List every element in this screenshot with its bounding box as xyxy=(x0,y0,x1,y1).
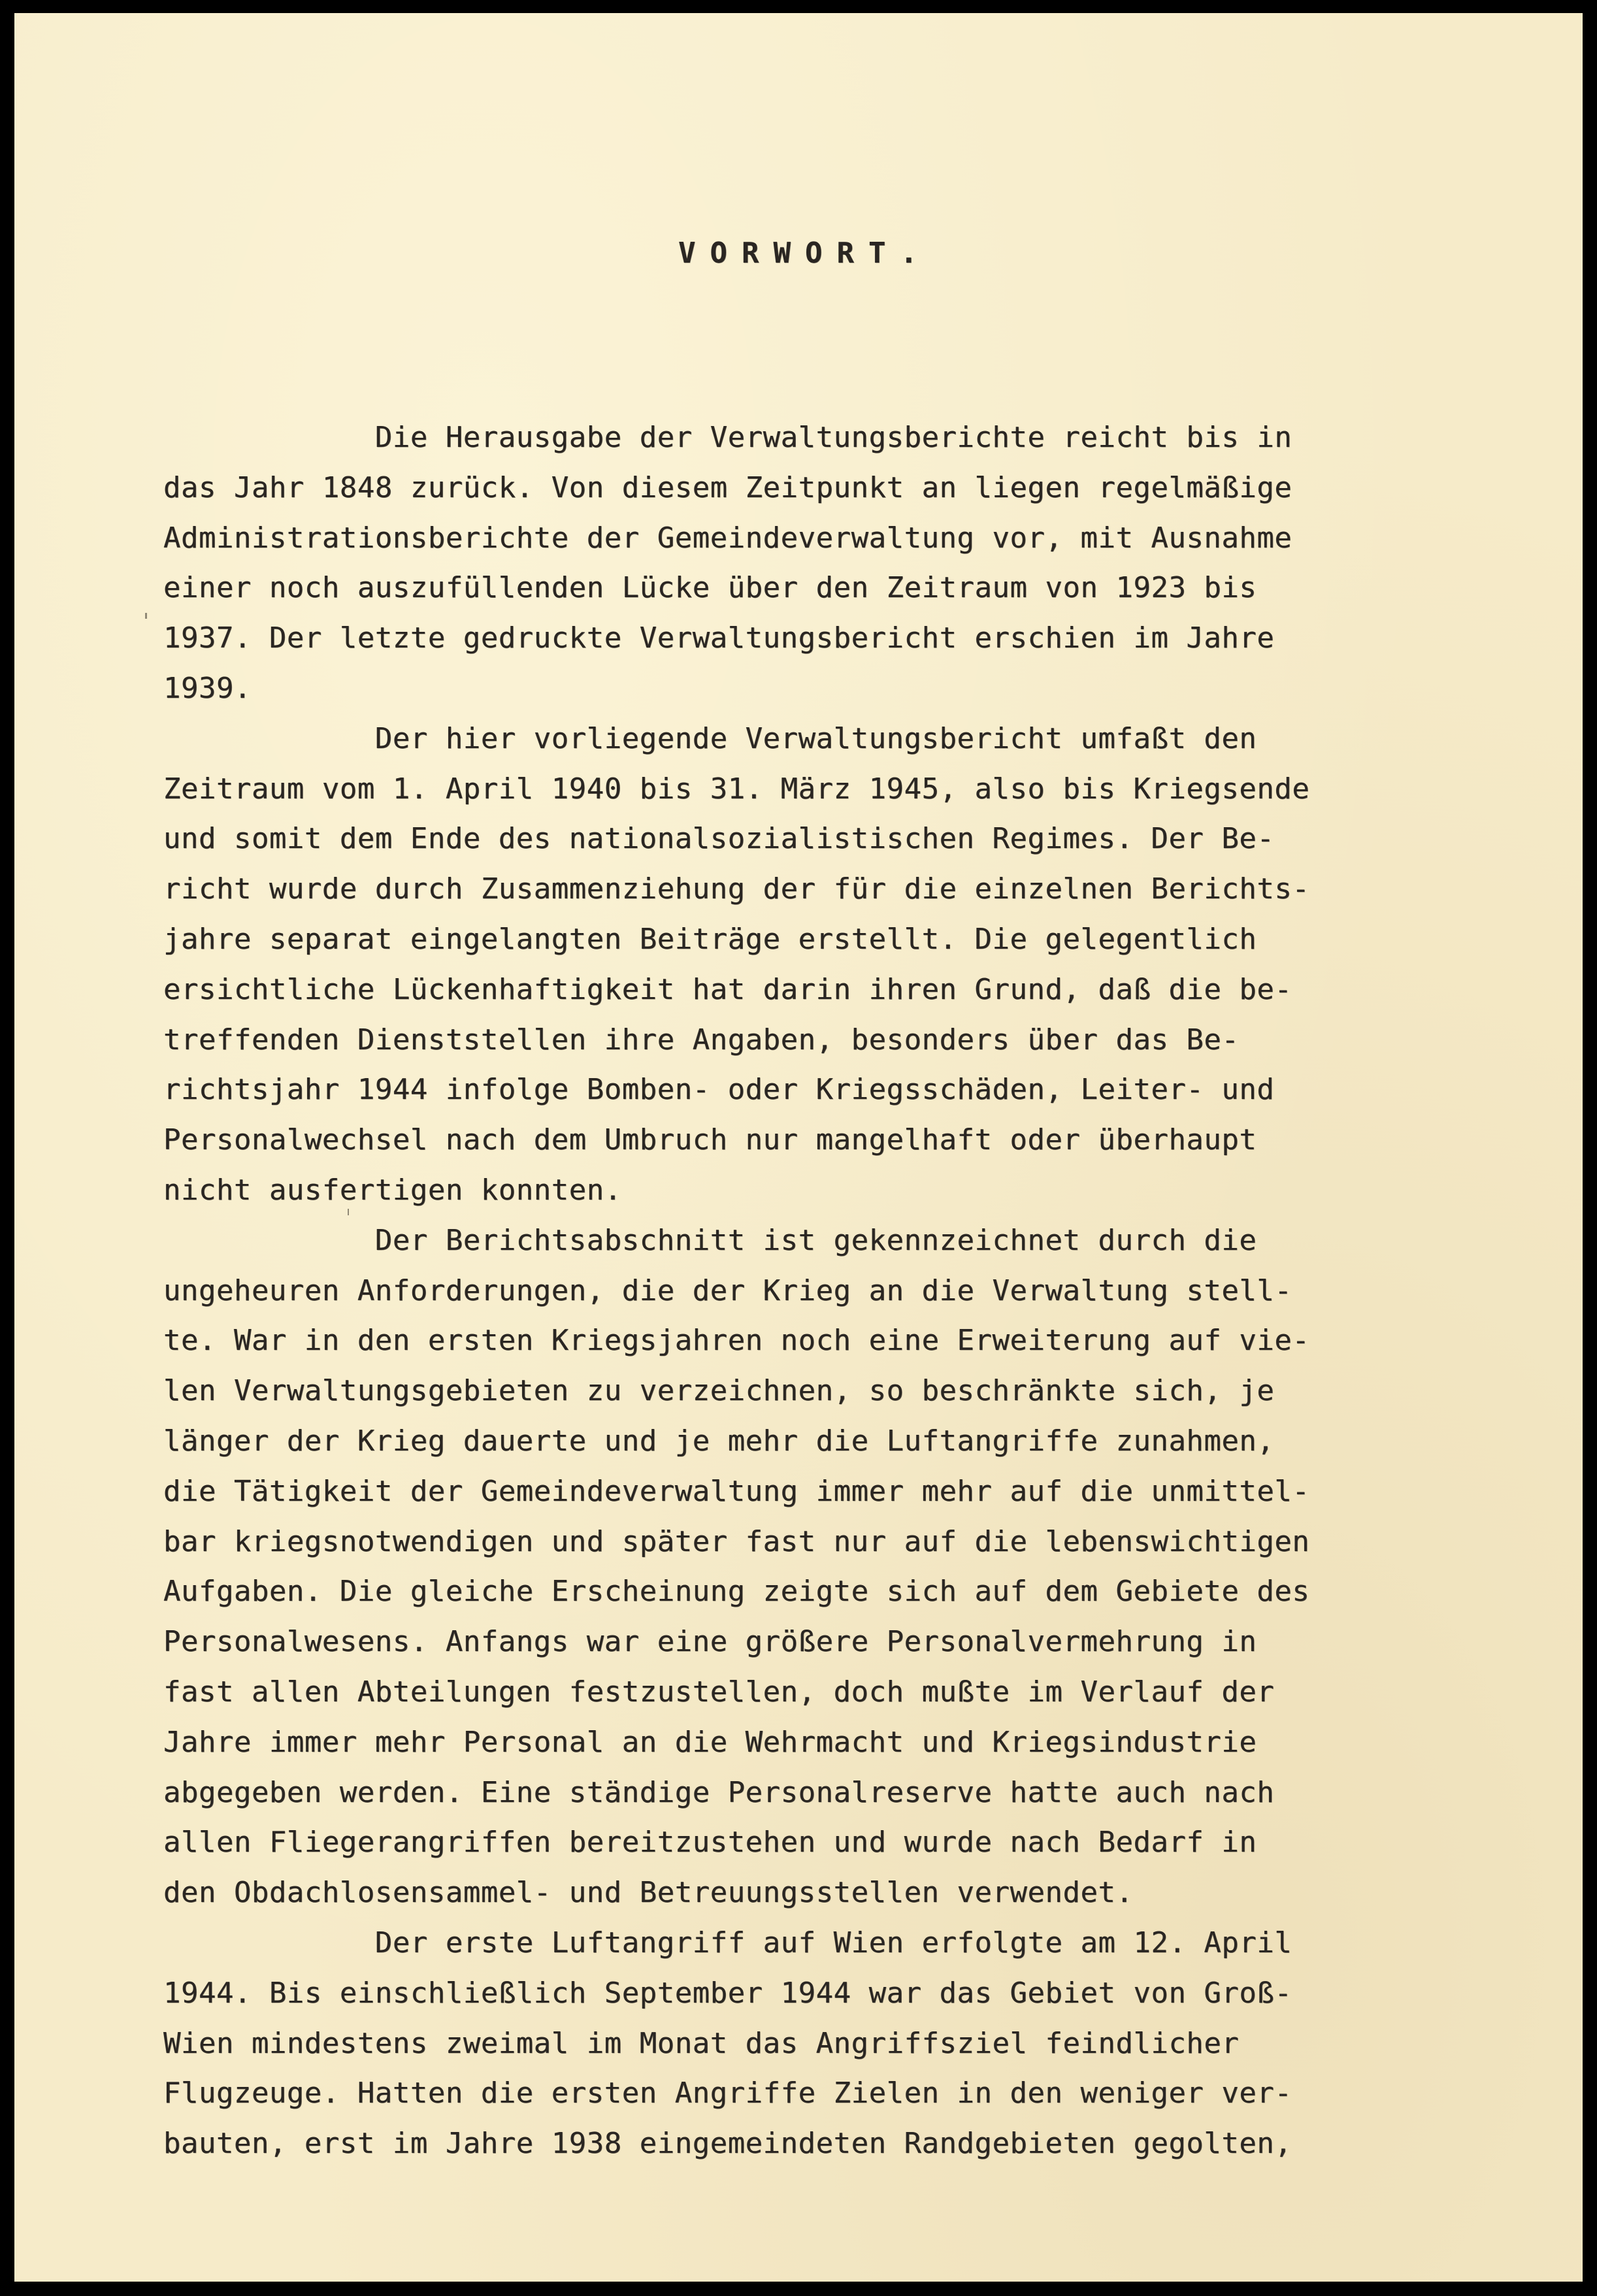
text-line: Flugzeuge. Hatten die ersten Angriffe Zielen in den weniger ver- xyxy=(163,2076,1292,2110)
paragraph-4 xyxy=(163,1918,1509,2169)
text-line: treffenden Dienststellen ihre Angaben, besonders über das Be- xyxy=(163,1023,1240,1057)
text-line: fast allen Abteilungen festzustellen, doch mußte im Verlauf der xyxy=(163,1675,1275,1709)
text-line: jahre separat eingelangten Beiträge erstellt. Die gelegentlich xyxy=(163,922,1257,956)
paragraph-1 xyxy=(163,413,1509,714)
text-line: richt wurde durch Zusammenziehung der für die einzelnen Berichts- xyxy=(163,872,1310,906)
document-page xyxy=(14,13,1583,2282)
text-line: len Verwaltungsgebieten zu verzeichnen, so beschränkte sich, je xyxy=(163,1374,1275,1408)
text-line: Personalwesens. Anfangs war eine größere Personalvermehrung in xyxy=(163,1625,1257,1659)
text-line: ungeheuren Anforderungen, die der Krieg an die Verwaltung stell- xyxy=(163,1273,1292,1307)
text-line: Wien mindestens zweimal im Monat das Angriffsziel feindlicher xyxy=(163,2026,1240,2060)
text-line: te. War in den ersten Kriegsjahren noch eine Erweiterung auf vie- xyxy=(163,1324,1310,1358)
text-line: allen Fliegerangriffen bereitzustehen und wurde nach Bedarf in xyxy=(163,1826,1257,1860)
document-body xyxy=(163,413,1509,2169)
text-line: richtsjahr 1944 infolge Bomben- oder Kriegsschäden, Leiter- und xyxy=(163,1073,1275,1107)
text-line: Die Herausgabe der Verwaltungsberichte reicht bis in xyxy=(163,421,1292,454)
text-line: die Tätigkeit der Gemeindeverwaltung immer mehr auf die unmittel- xyxy=(163,1474,1310,1508)
paragraph-3 xyxy=(163,1216,1509,1918)
text-line: Zeitraum vom 1. April 1940 bis 31. März 1945, also bis Kriegsende xyxy=(163,772,1310,806)
text-line: das Jahr 1848 zurück. Von diesem Zeitpunkt an liegen regelmäßige xyxy=(163,470,1292,504)
text-line: einer noch auszufüllenden Lücke über den Zeitraum von 1923 bis xyxy=(163,571,1257,605)
text-line: bauten, erst im Jahre 1938 eingemeindeten Randgebieten gegolten, xyxy=(163,2127,1292,2161)
text-line: Aufgaben. Die gleiche Erscheinung zeigte sich auf dem Gebiete des xyxy=(163,1575,1310,1609)
text-line: 1937. Der letzte gedruckte Verwaltungsbericht erschien im Jahre xyxy=(163,621,1275,655)
text-line: 1944. Bis einschließlich September 1944 war das Gebiet von Groß- xyxy=(163,1976,1292,2010)
text-line: Der hier vorliegende Verwaltungsbericht umfaßt den xyxy=(163,721,1257,755)
ink-speck xyxy=(145,613,147,619)
text-line: Der erste Luftangriff auf Wien erfolgte am 12. April xyxy=(163,1926,1292,1960)
text-line: nicht ausfertigen konnten. xyxy=(163,1173,622,1207)
paragraph-2 xyxy=(163,714,1509,1216)
page-title: VORWORT. xyxy=(678,237,932,270)
text-line: Der Berichtsabschnitt ist gekennzeichnet durch die xyxy=(163,1223,1257,1257)
text-line: Jahre immer mehr Personal an die Wehrmacht und Kriegsindustrie xyxy=(163,1725,1257,1759)
text-line: 1939. xyxy=(163,671,252,705)
text-line: abgegeben werden. Eine ständige Personalreserve hatte auch nach xyxy=(163,1775,1275,1809)
text-line: länger der Krieg dauerte und je mehr die Luftangriffe zunahmen, xyxy=(163,1424,1275,1458)
text-line: ersichtliche Lückenhaftigkeit hat darin ihren Grund, daß die be- xyxy=(163,972,1292,1006)
text-line: bar kriegsnotwendigen und später fast nur auf die lebenswichtigen xyxy=(163,1524,1310,1558)
text-line: Personalwechsel nach dem Umbruch nur mangelhaft oder überhaupt xyxy=(163,1123,1257,1157)
text-line: Administrationsberichte der Gemeindeverwaltung vor, mit Ausnahme xyxy=(163,521,1292,555)
text-line: und somit dem Ende des nationalsozialistischen Regimes. Der Be- xyxy=(163,822,1275,856)
text-line: den Obdachlosensammel- und Betreuungsstellen verwendet. xyxy=(163,1876,1134,1910)
